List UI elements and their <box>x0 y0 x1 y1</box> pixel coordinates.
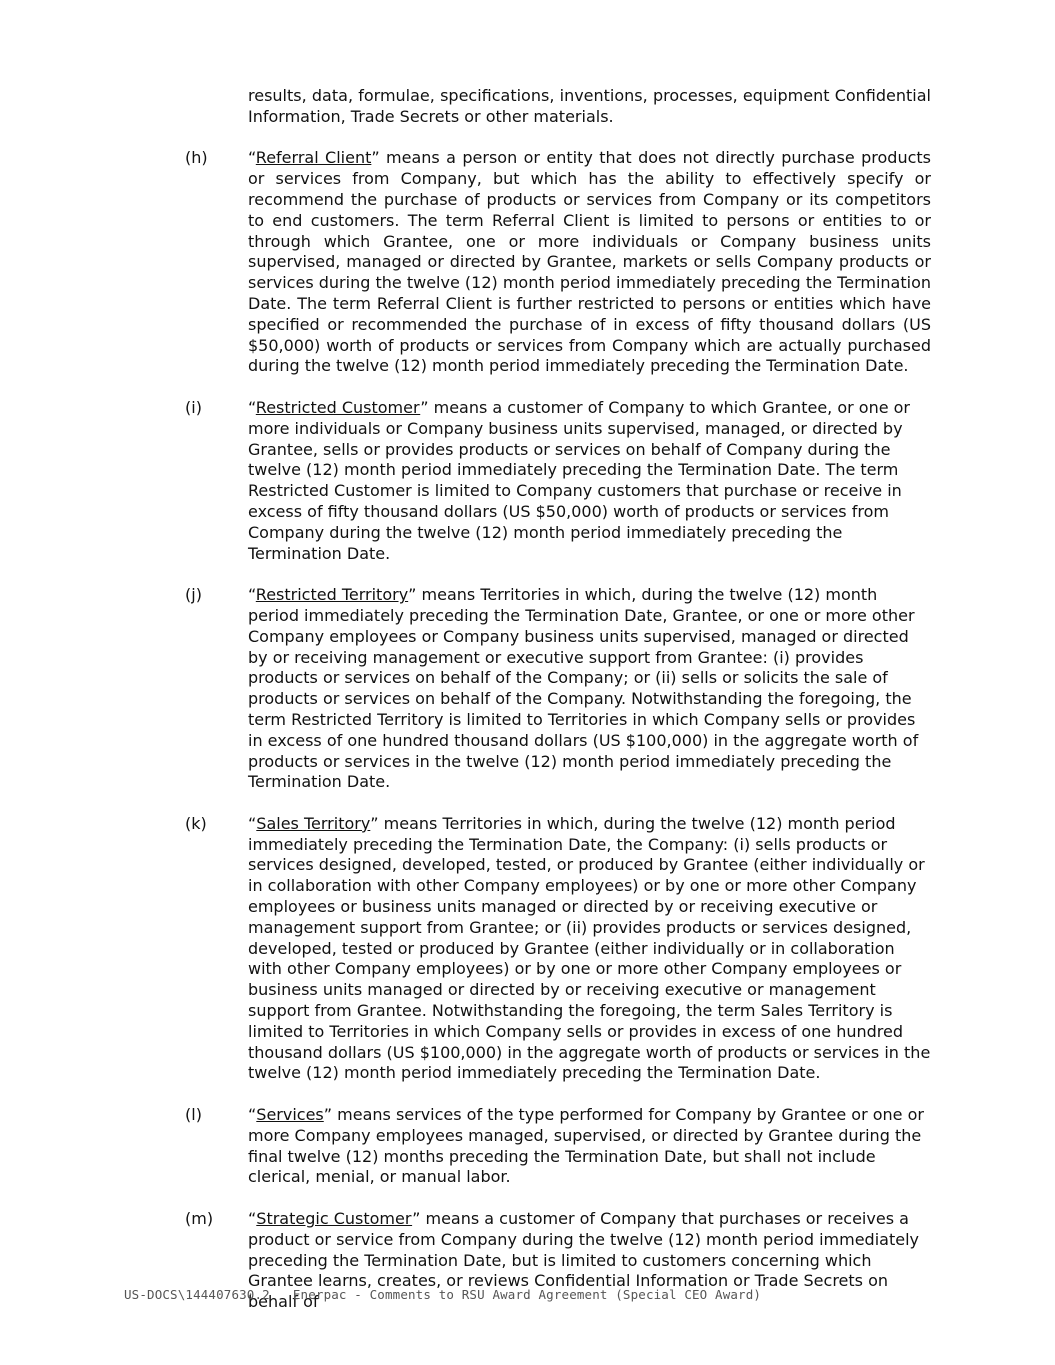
definition-text <box>248 398 931 564</box>
item-marker: (k) <box>185 813 207 833</box>
open-quote: “ <box>248 1209 257 1229</box>
definition-k <box>185 814 931 1084</box>
open-quote: “ <box>248 585 256 605</box>
definition-text <box>248 1105 931 1188</box>
close-quote: ” <box>420 397 429 417</box>
item-marker: (j) <box>185 585 202 605</box>
close-quote: ” <box>412 1209 421 1229</box>
definition-body: means a customer of Company to which Grantee, or one or more individuals or Company business units supervised, managed, or directed by Grantee, sells or provides products or services on behalf of Company during the twelve (12) month period immediately preceding the Termination Date. The term Restricted Customer is limited to Company customers that purchase or receive in excess of fifty thousand dollars (US $50,000) worth of products or services from Company during the twelve (12) month period immediately preceding the Termination Date. <box>248 397 911 563</box>
open-quote: “ <box>248 1105 257 1125</box>
definition-i <box>185 398 931 564</box>
definition-l <box>185 1105 931 1188</box>
definition-body: means a customer of Company that purchases or receives a product or service from Company during the twelve (12) month period immediately preceding the Termination Date, but is limited to customers concerning which Grantee learns, creates, or reviews Confidential Information or Trade Secrets on behalf of <box>248 1209 919 1312</box>
definition-h <box>185 148 931 377</box>
open-quote: “ <box>248 397 256 417</box>
definition-body: means Territories in which, during the twelve (12) month period immediately preceding the Termination Date, the Company: (i) sells products or services designed, developed, tested, or produced by Grantee (either individually or in collaboration with other Company employees) or by one or more other Company employees or business units managed or directed by or receiving executive or management support from Grantee; or (ii) provides products or services designed, developed, tested or produced by Grantee (either individually or in collaboration with other Company employees) or by one or more other Company employees or business units managed or directed by or receiving executive or management support from Grantee. Notwithstanding the foregoing, the term Sales Territory is limited to Territories in which Company sells or provides in excess of one hundred thousand dollars (US $100,000) in the aggregate worth of products or services in the twelve (12) month period immediately preceding the Termination Date. <box>248 813 931 1083</box>
definition-j <box>185 585 931 793</box>
definition-body: means Territories in which, during the twelve (12) month period immediately preceding the Termination Date, Grantee, or one or more other Company employees or Company business units supervised, managed or directed by or receiving management or executive support from Grantee: (i) provides products or services on behalf of the Company; or (ii) sells or solicits the sale of products or services on behalf of the Company. Notwithstanding the foregoing, the term Restricted Territory is limited to Territories in which Company sells or provides in excess of one hundred thousand dollars (US $100,000) in the aggregate worth of products or services in the twelve (12) month period immediately preceding the Termination Date. <box>248 585 919 792</box>
defined-term: Services <box>256 1105 324 1125</box>
close-quote: ” <box>370 813 379 833</box>
defined-term: Strategic Customer <box>256 1209 413 1229</box>
close-quote: ” <box>408 585 417 605</box>
definition-text <box>248 148 931 377</box>
close-quote: ” <box>371 148 380 168</box>
open-quote: “ <box>248 148 256 168</box>
close-quote: ” <box>323 1105 333 1125</box>
open-quote: “ <box>248 813 257 833</box>
definition-body: means services of the type performed for Company by Grantee or one or more Company employees managed, supervised, or directed by Grantee during the final twelve (12) months preceding the Termination Date, but shall not include clerical, menial, or manual labor. <box>248 1105 924 1187</box>
footer-doc-id: US-DOCS\144407630.2 <box>124 1287 270 1302</box>
definition-text <box>248 814 931 1084</box>
item-marker: (i) <box>185 397 202 417</box>
defined-term: Referral Client <box>255 148 372 168</box>
defined-term: Restricted Customer <box>255 397 421 417</box>
continued-paragraph: results, data, formulae, specifications, inventions, processes, equipment Confidential Information, Trade Secrets or other materials. <box>248 86 931 126</box>
definition-body: means a person or entity that does not directly purchase products or services from Company, but which has the ability to effectively specify or recommend the purchase of products or services from Company or its competitors to end customers. The term Referral Client is limited to persons or entities to or through which Grantee, one or more individuals or Company business units supervised, managed or directed by Grantee, markets or sells Company products or services during the twelve (12) month period immediately preceding the Termination Date. The term Referral Client is further restricted to persons or entities which have specified or recommended the purchase of in excess of fifty thousand dollars (US $50,000) worth of products or services from Company which are actually purchased during the twelve (12) month period immediately preceding the Termination Date. <box>248 148 931 376</box>
footer-title: Enerpac - Comments to RSU Award Agreement (Special CEO Award) <box>292 1287 762 1302</box>
page-footer <box>124 1287 761 1302</box>
item-marker: (m) <box>185 1209 214 1229</box>
document-body <box>185 86 931 1334</box>
defined-term: Restricted Territory <box>255 585 409 605</box>
defined-term: Sales Territory <box>256 813 371 833</box>
item-marker: (l) <box>185 1105 202 1125</box>
item-marker: (h) <box>185 148 208 168</box>
definition-text <box>248 585 931 793</box>
